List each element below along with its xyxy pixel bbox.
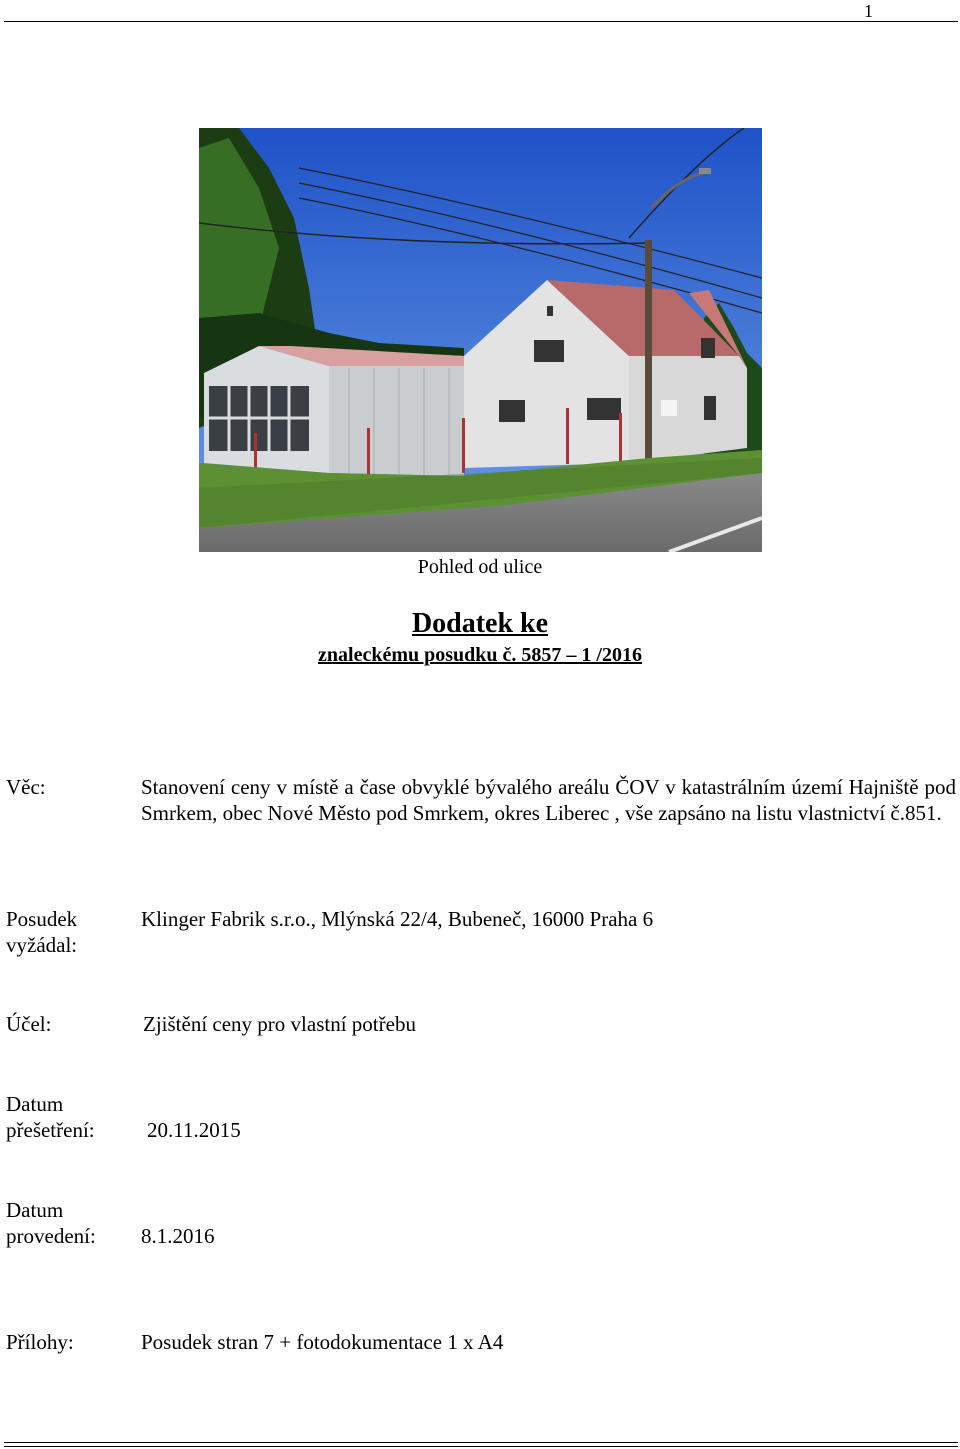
street-view-photo <box>199 128 762 552</box>
datum-preseterni-value: 20.11.2015 <box>147 1118 241 1142</box>
datum-provedeni-label-line2: provedení: <box>6 1224 96 1248</box>
datum-provedeni-label-line1: Datum <box>6 1198 64 1222</box>
posudek-value: Klinger Fabrik s.r.o., Mlýnská 22/4, Bubeneč, 16000 Praha 6 <box>141 907 654 931</box>
datum-preseterni-label-line2: přešetření: <box>6 1118 95 1142</box>
ucel-label: Účel: <box>6 1012 52 1036</box>
datum-provedeni-value: 8.1.2016 <box>141 1224 215 1248</box>
document-title: Dodatek ke <box>411 608 549 639</box>
header-rule <box>4 21 958 22</box>
vec-label: Věc: <box>6 775 46 799</box>
prilohy-value: Posudek stran 7 + fotodokumentace 1 x A4 <box>141 1330 504 1354</box>
posudek-label-line2: vyžádal: <box>6 933 78 957</box>
photo-caption: Pohled od ulice <box>417 556 543 578</box>
datum-preseterni-label-line1: Datum <box>6 1092 64 1116</box>
ucel-value: Zjištění ceny pro vlastní potřebu <box>143 1012 416 1036</box>
document-subtitle: znaleckému posudku č. 5857 – 1 /2016 <box>318 644 642 666</box>
vec-value <box>141 774 956 826</box>
prilohy-label: Přílohy: <box>6 1330 74 1354</box>
posudek-label-line1: Posudek <box>6 907 78 931</box>
page-number: 1 <box>864 1 873 21</box>
footer-rule <box>4 1442 958 1447</box>
vec-text: Stanovení ceny v místě a čase obvyklé bývalého areálu ČOV v katastrálním území Hajniště pod Smrkem, obec Nové Město pod Smrkem, okres Liberec , vše zapsáno na listu vlastnictví č.851. <box>141 775 956 825</box>
